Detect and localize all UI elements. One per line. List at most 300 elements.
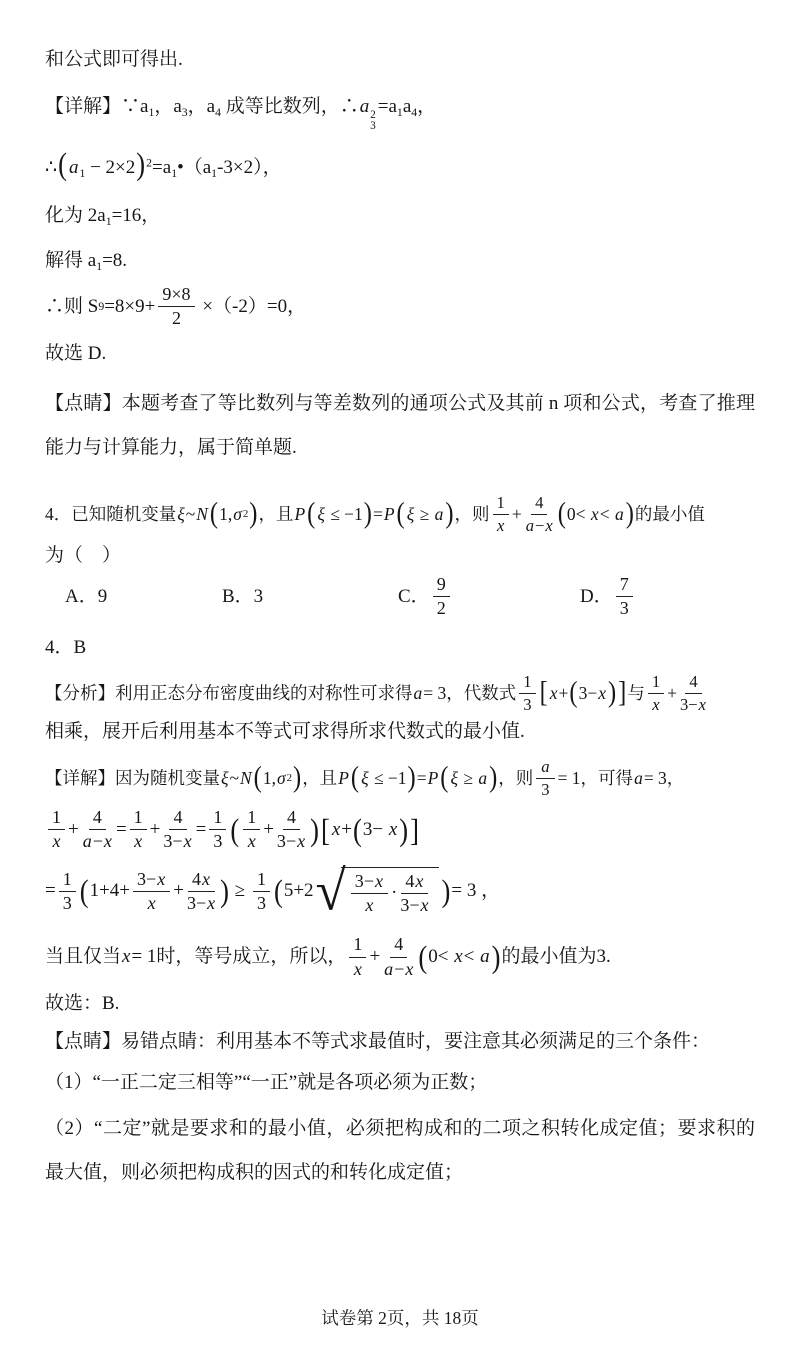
radical-icon: √ [315, 859, 346, 922]
text: 1 [353, 934, 363, 955]
text: 【点睛】本题考查了等比数列与等差数列的通项公式及其前 n 项和公式，考查了推理能力与计算能力，属于简单题. [45, 393, 755, 458]
text: 1, [262, 767, 276, 788]
math-variable: x [496, 516, 505, 536]
text: 4 [287, 807, 297, 828]
text: ，且 [258, 504, 294, 525]
subscript: 1 [96, 260, 103, 274]
text: = [115, 818, 127, 840]
text: =a [377, 95, 397, 117]
numerator [648, 672, 664, 694]
text: 1 [52, 807, 62, 828]
text: （1）“一正二定三相等”“一正”就是各项必须为正数； [45, 1071, 488, 1093]
text: 4 [394, 934, 404, 955]
numerator [493, 493, 509, 515]
text: 9×8 [162, 284, 191, 305]
math-variable: x [415, 870, 424, 891]
fraction [158, 284, 194, 330]
math-variable: a [82, 831, 92, 852]
subscript: 1 [79, 166, 86, 180]
math-variable: ξ [361, 767, 369, 788]
numerator [48, 807, 65, 830]
math-variable: ξ [317, 504, 325, 525]
fraction [253, 869, 270, 915]
delimiter: ] [410, 811, 419, 848]
numerator [209, 807, 226, 830]
fraction [130, 807, 147, 853]
numerator [536, 757, 554, 779]
numerator [253, 869, 270, 892]
text: 2 [436, 598, 446, 619]
delimiter: ( [418, 938, 428, 975]
denominator [541, 779, 549, 800]
math-variable: ξ [406, 504, 415, 525]
delimiter: ) [625, 497, 634, 530]
numerator [349, 934, 366, 957]
math-variable: x [365, 895, 374, 916]
math-variable: ξ [450, 767, 458, 788]
math-variable: x [134, 831, 143, 852]
numerator [531, 493, 547, 515]
denominator [63, 892, 72, 914]
text: 为（ ） [45, 544, 122, 566]
text: 3 [213, 831, 223, 852]
text: 3 [541, 779, 550, 799]
math-variable: x [545, 516, 553, 536]
text: 3− [354, 870, 374, 891]
text: + [511, 504, 522, 525]
detail-q4-line-4 [45, 934, 755, 980]
fraction [59, 869, 76, 915]
text: 3− [362, 818, 388, 840]
text: 0< [566, 504, 590, 525]
text: ，a [187, 95, 216, 117]
math-variable: P [383, 504, 395, 525]
delimiter: ) [441, 873, 451, 910]
fraction [349, 934, 366, 980]
text: 7 [619, 574, 629, 595]
numerator [390, 934, 407, 957]
text: C． [398, 585, 430, 607]
delimiter: ( [353, 811, 362, 848]
fraction [82, 807, 113, 853]
text: 3− [400, 895, 420, 916]
text: 3 [62, 893, 72, 914]
superscript: 2 [370, 108, 376, 121]
text: − 2×2 [85, 156, 136, 178]
detail-step-3 [45, 202, 755, 231]
numerator [89, 807, 106, 830]
text: + [369, 945, 381, 967]
denominator [277, 830, 306, 852]
text: =8. [102, 250, 128, 272]
text: 4 [405, 870, 415, 891]
detail-q4-line-2 [45, 807, 755, 853]
numerator [243, 807, 260, 830]
text: 1 [523, 672, 532, 692]
text: ~ [185, 504, 196, 525]
math-variable: P [338, 767, 349, 788]
text: ∴ [45, 156, 58, 178]
option-A [65, 583, 222, 612]
denominator [525, 515, 554, 536]
math-variable: ξ [221, 767, 229, 788]
delimiter: ( [396, 497, 405, 530]
text: < [463, 945, 480, 967]
delimiter: ( [557, 497, 566, 530]
denominator [187, 892, 216, 914]
text: 3 [619, 598, 629, 619]
math-variable: x [202, 868, 211, 889]
text: -3×2）， [217, 156, 282, 178]
text: 2 [171, 308, 181, 329]
subscript: 1 [105, 215, 112, 229]
text: 【详解】∵a [45, 95, 149, 117]
denominator [651, 694, 660, 715]
text: 3 [523, 694, 532, 714]
numerator [685, 672, 701, 694]
numerator [133, 869, 170, 892]
text: + [173, 880, 184, 902]
text: ∴则 S [45, 295, 99, 317]
fraction [648, 672, 664, 714]
conclusion-q3 [45, 340, 755, 369]
denominator [213, 830, 222, 852]
denominator [163, 830, 192, 852]
math-variable: a [384, 958, 394, 979]
math-variable: x [598, 683, 606, 704]
denominator [383, 958, 414, 980]
text: 1+4+ [89, 880, 131, 902]
denominator [437, 597, 446, 619]
numerator [401, 871, 428, 894]
text: 成等比数列，∴ [220, 95, 359, 117]
detail-step-5 [45, 284, 755, 330]
text: B．3 [222, 585, 264, 607]
delimiter: ) [607, 676, 617, 709]
subscript: 1 [171, 166, 178, 180]
text: =a [152, 156, 172, 178]
math-variable: x [420, 895, 429, 916]
superscript: 2 [146, 156, 153, 170]
math-variable: a [68, 156, 79, 178]
numerator [158, 284, 194, 307]
delimiter: ( [350, 760, 360, 794]
text: =8×9+ [104, 295, 156, 317]
math-variable: x [374, 870, 383, 891]
text: + [149, 818, 161, 840]
fraction [383, 934, 414, 980]
delimiter: ( [79, 873, 89, 910]
math-variable: a [525, 516, 534, 536]
delimiter: ( [58, 145, 67, 182]
text: 5+2 [283, 880, 314, 902]
math-variable: x [247, 831, 256, 852]
square-root [315, 859, 439, 922]
math-variable: a [480, 945, 490, 967]
detail-step-1 [45, 93, 755, 133]
text: = 3 ， [451, 880, 501, 902]
text: ×（-2）=0， [197, 295, 307, 317]
text: 3− [680, 694, 698, 714]
text: 4 [192, 868, 202, 889]
delimiter: ) [249, 497, 258, 530]
delimiter: ( [253, 760, 262, 794]
math-variable: P [294, 504, 306, 525]
delimiter: [ [320, 811, 330, 848]
numerator [283, 807, 300, 830]
text: 当且仅当 [45, 945, 122, 967]
analysis-line-2 [45, 718, 755, 747]
text: ≥ [230, 880, 250, 902]
superscript: 2 [286, 771, 293, 784]
subscript: 4 [215, 105, 221, 119]
math-variable: x [388, 818, 398, 840]
text: 故选 D. [45, 342, 107, 364]
text: 化为 2a [45, 205, 106, 227]
math-variable: x [549, 683, 558, 704]
text: 9 [436, 574, 446, 595]
text: = [372, 504, 383, 525]
math-variable: x [652, 694, 660, 714]
condition-2 [45, 1107, 755, 1194]
delimiter: ( [569, 676, 578, 709]
text: 故选：B. [45, 992, 120, 1014]
delimiter: ( [230, 811, 240, 848]
text: 3− [578, 683, 598, 704]
math-variable: a [413, 683, 423, 704]
text: = [45, 880, 56, 902]
detail-q4-line-3 [45, 859, 755, 922]
text: ~ [229, 767, 239, 788]
delimiter: [ [539, 676, 548, 709]
denominator [52, 830, 62, 852]
delimiter: ( [273, 873, 283, 910]
text: ，则 [454, 504, 490, 525]
text: = 3，代数式 [423, 683, 517, 704]
math-variable: x [103, 831, 112, 852]
text: 3− [186, 893, 207, 914]
condition-1 [45, 1069, 755, 1098]
document-body [45, 46, 755, 1195]
text: 1 [256, 868, 266, 889]
analysis-line-1 [45, 672, 755, 714]
text: 1 [213, 807, 223, 828]
denominator [257, 892, 266, 914]
question-4-stem [45, 493, 755, 535]
delimiter: ) [489, 760, 498, 794]
math-variable: x [207, 893, 216, 914]
math-variable: N [196, 504, 208, 525]
math-variable: x [297, 831, 306, 852]
text: + [341, 818, 352, 840]
math-variable: a [634, 767, 643, 788]
fraction [133, 869, 170, 915]
text: 1, [219, 504, 233, 525]
math-variable: a [478, 767, 488, 788]
denominator [364, 894, 374, 916]
numerator [616, 574, 633, 597]
comment-q4 [45, 1028, 755, 1057]
text: （2）“二定”就是要求和的最小值，必须把构成和的二项之积转化成定值；要求积的最大值，则必须把构成积的因式的和转化成定值； [45, 1118, 755, 1184]
numerator [169, 807, 186, 830]
text: ≥ [458, 767, 478, 788]
subscript: 3 [181, 105, 188, 119]
text: ≤ −1 [325, 504, 363, 525]
text: ，且 [302, 767, 338, 788]
math-variable: P [427, 767, 439, 788]
delimiter: ) [310, 811, 319, 848]
text: •（a [177, 156, 212, 178]
text: =16， [111, 205, 161, 227]
text: + [68, 818, 79, 840]
numerator [519, 672, 535, 694]
delimiter: ) [220, 873, 230, 910]
text: 3 [256, 893, 266, 914]
text: 【分析】利用正态分布密度曲线的对称性可求得 [45, 683, 413, 704]
math-variable: N [239, 767, 252, 788]
text: 1 [651, 672, 661, 692]
text: 【详解】因为随机变量 [45, 767, 220, 788]
denominator [133, 830, 143, 852]
text: ， [417, 95, 437, 117]
delimiter: ] [618, 676, 627, 709]
numerator [130, 807, 147, 830]
fraction [519, 672, 535, 714]
delimiter: ) [363, 497, 372, 530]
text: = [195, 818, 207, 840]
fraction [243, 807, 260, 853]
text: = 1，可得 [557, 767, 634, 788]
denominator [147, 892, 157, 914]
subscript: 4 [411, 105, 418, 119]
text: + [667, 683, 677, 704]
comment-q3 [45, 382, 755, 469]
text: 4 [535, 493, 544, 513]
delimiter: ( [440, 760, 449, 794]
math-variable: x [405, 958, 414, 979]
math-variable: x [122, 945, 131, 967]
fraction [48, 807, 65, 853]
math-variable: ξ [177, 504, 185, 525]
math-variable: x [52, 831, 61, 852]
subscript: 1 [396, 105, 403, 119]
numerator [351, 871, 388, 894]
delimiter: ) [399, 811, 409, 848]
text: 相乘，展开后利用基本不等式可求得所求代数式的最小值. [45, 721, 525, 743]
math-variable: x [590, 504, 599, 525]
detail-step-4 [45, 247, 755, 276]
fraction [163, 807, 192, 853]
math-variable: a [614, 504, 624, 525]
detail-step-2 [45, 145, 755, 183]
text: = [416, 767, 427, 788]
text: 1 [62, 868, 72, 889]
math-variable: σ [276, 767, 286, 788]
math-variable: a [541, 756, 550, 776]
numerator [433, 574, 450, 597]
fraction [536, 757, 554, 799]
subscript: 9 [98, 299, 105, 313]
superscript: 2 [242, 508, 249, 521]
text: 0< [428, 945, 454, 967]
fraction [277, 807, 306, 853]
text: 4 [689, 672, 698, 692]
text: + [558, 683, 569, 704]
text: A．9 [65, 585, 108, 607]
text: 【点睛】易错点睛：利用基本不等式求最值时，要注意其必须满足的三个条件： [45, 1031, 711, 1053]
page-footer: 试卷第 2页，共 18页 [321, 1308, 479, 1328]
text: ，则 [498, 767, 534, 788]
text: ，a [154, 95, 182, 117]
option-B [222, 583, 398, 612]
denominator [247, 830, 257, 852]
option-D [580, 574, 636, 620]
fraction [616, 574, 633, 620]
intro-line [45, 46, 755, 75]
text: = 1时，等号成立，所以， [131, 945, 347, 967]
fraction [680, 672, 707, 714]
sub-sup-stack [370, 110, 378, 133]
text: · [391, 882, 398, 904]
text: 4 [92, 807, 102, 828]
subscript: 1 [211, 166, 218, 180]
denominator [172, 307, 181, 329]
text: ≥ [415, 504, 434, 525]
text: 和公式即可得出. [45, 49, 183, 70]
denominator [620, 597, 629, 619]
fraction [400, 871, 429, 917]
text: 3− [276, 831, 297, 852]
math-variable: x [698, 694, 707, 714]
text: ≤ −1 [369, 767, 407, 788]
text: 3− [163, 831, 183, 852]
text: 3− [137, 868, 157, 889]
text: 4．B [45, 636, 87, 658]
text: a [402, 95, 412, 117]
denominator [680, 694, 707, 715]
detail-q4-line-1 [45, 757, 755, 799]
numerator [59, 869, 76, 892]
text: + [263, 818, 274, 840]
delimiter: ( [209, 497, 219, 530]
fraction [525, 493, 554, 535]
numerator [188, 869, 215, 892]
text: 解得 a [45, 250, 97, 272]
text: 1 [496, 493, 505, 513]
text: − [92, 831, 103, 852]
text: D． [580, 585, 613, 607]
math-variable: x [147, 893, 156, 914]
delimiter: ) [407, 760, 416, 794]
answer-4 [45, 634, 755, 663]
options-row [45, 574, 755, 620]
delimiter: ) [136, 145, 146, 182]
denominator [523, 694, 531, 715]
fraction [351, 871, 388, 917]
math-variable: a [359, 95, 370, 117]
math-variable: x [454, 945, 463, 967]
text: 1 [133, 807, 143, 828]
text: 与 [627, 683, 645, 704]
text: = 3， [643, 767, 685, 788]
denominator [353, 958, 363, 980]
text: 4．已知随机变量 [45, 504, 177, 525]
fraction [209, 807, 226, 853]
fraction [187, 869, 216, 915]
option-C [398, 574, 580, 620]
denominator [82, 830, 113, 852]
conclusion-q4 [45, 990, 755, 1019]
